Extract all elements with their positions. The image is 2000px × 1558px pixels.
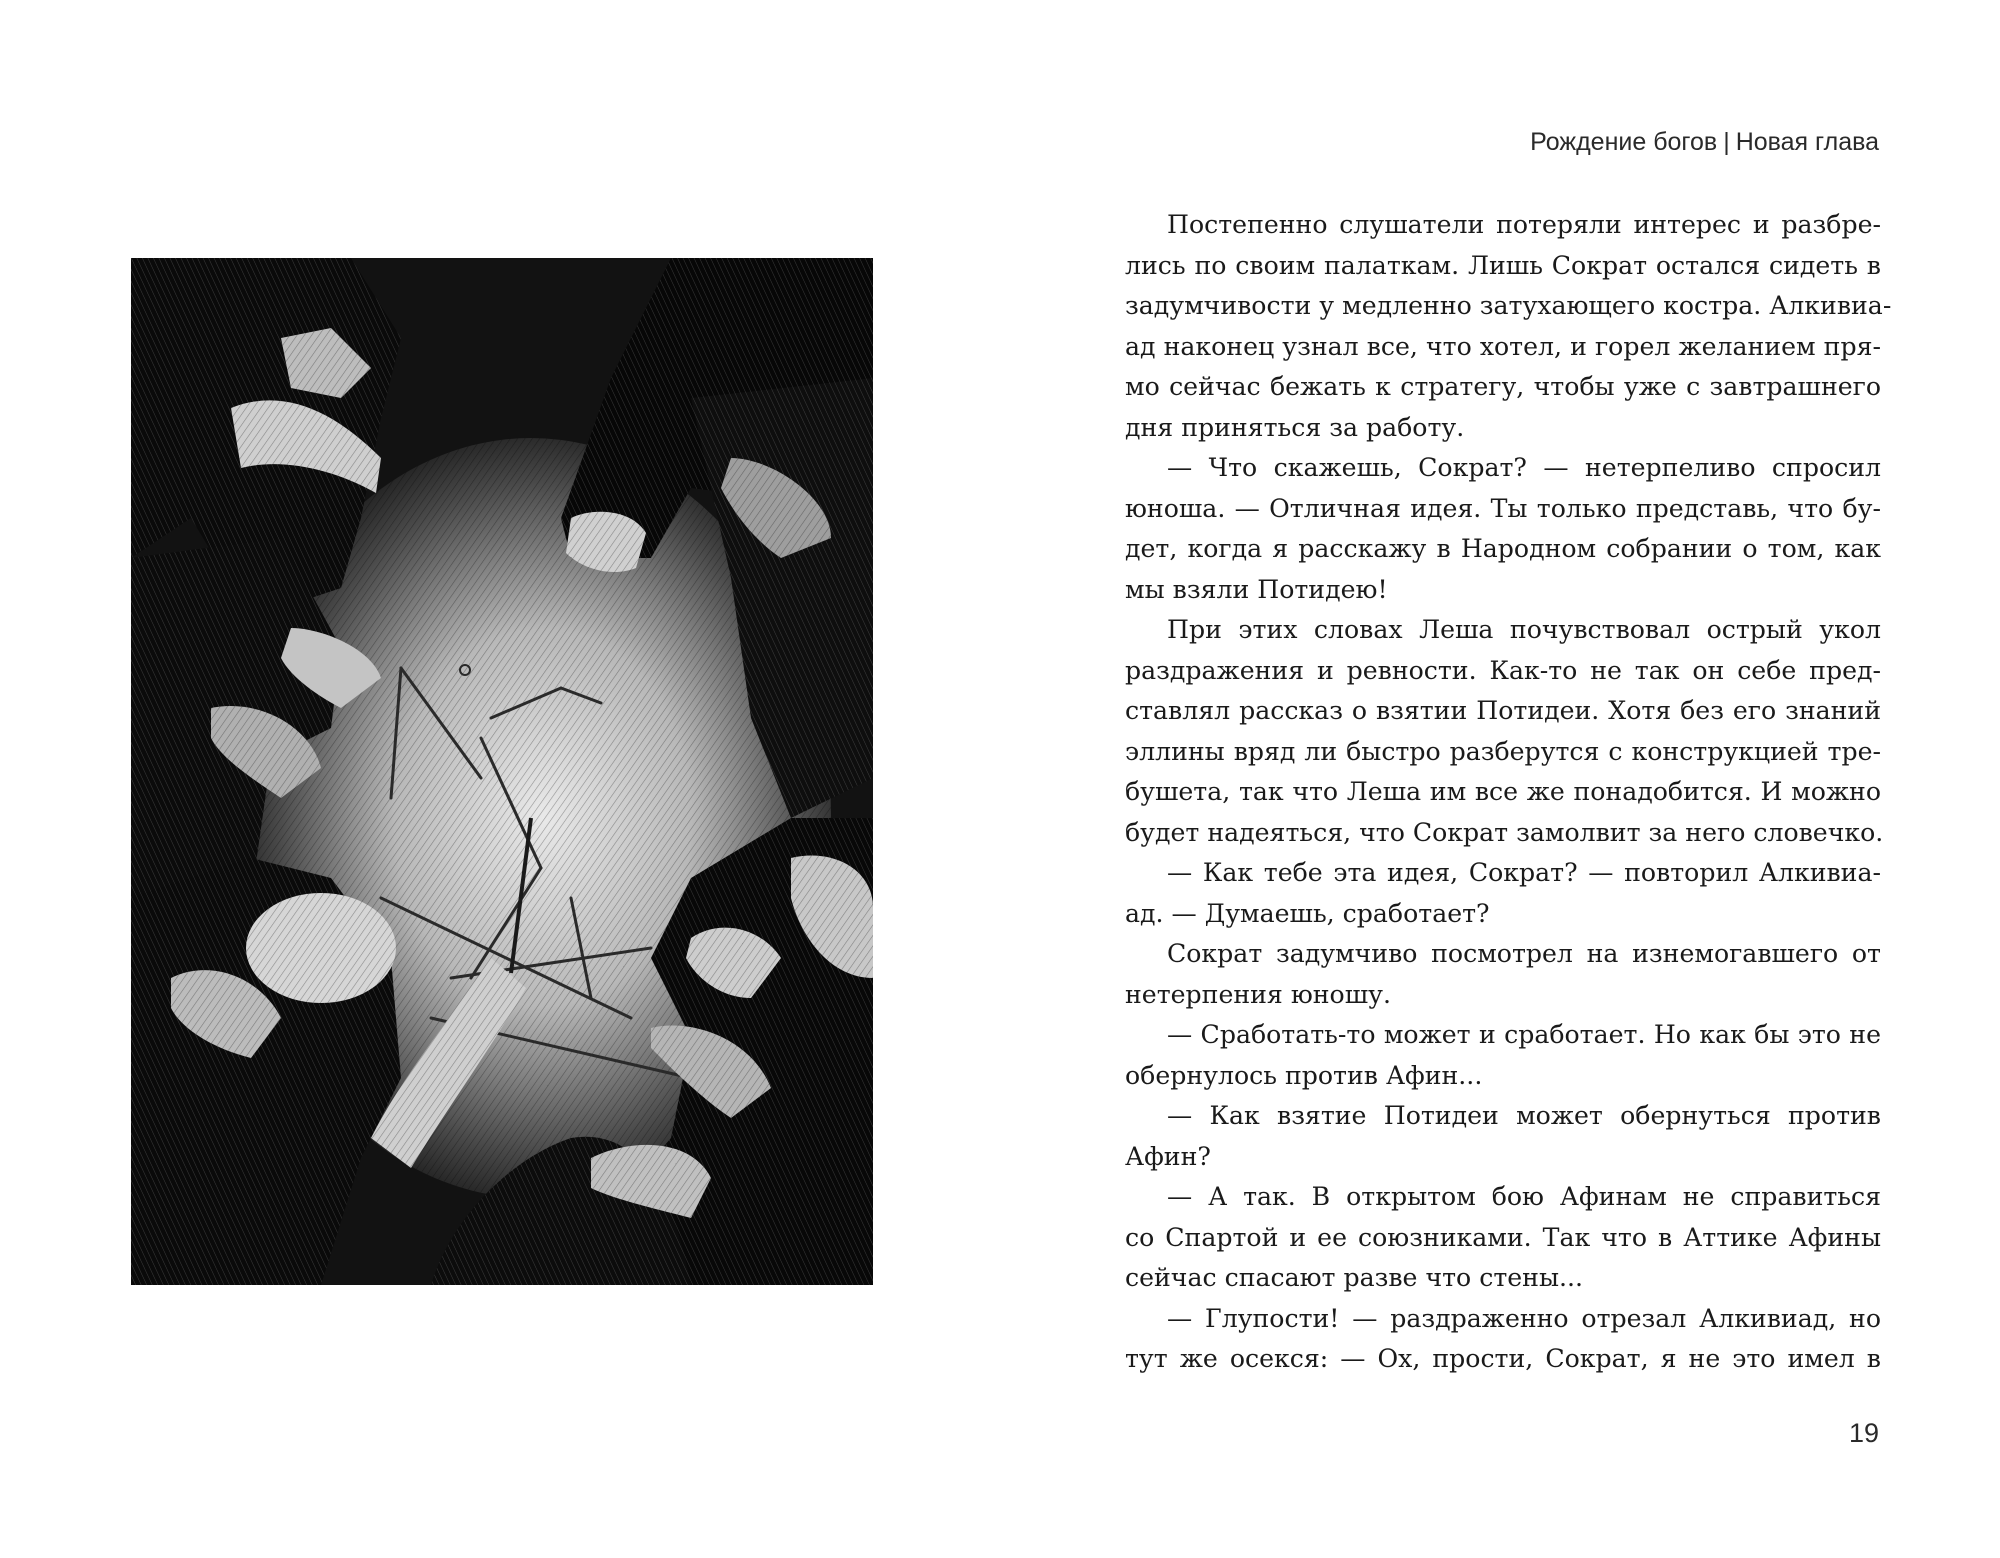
text-line: Постепенно слушатели потеряли интерес и разбре-	[1167, 210, 1881, 239]
text-line: будет надеяться, что Сократ замолвит за него словечко.	[1125, 817, 1884, 847]
text-line: Сократ задумчиво посмотрел на изнемогавшего от	[1167, 939, 1881, 968]
text-line: раздражения и ревности. Как-то не так он себе пред-	[1125, 655, 1881, 685]
text-line: лись по своим палаткам. Лишь Сократ остался сидеть в	[1125, 250, 1881, 280]
page-number: 19	[1848, 1418, 1879, 1448]
text-line: — Сработать-то может и сработает. Но как бы это не	[1167, 1020, 1881, 1049]
text-line: нетерпения юношу.	[1125, 979, 1391, 1009]
text-line: сейчас спасают разве что стены...	[1125, 1263, 1584, 1292]
engraving-illustration	[131, 258, 873, 1285]
text-line: ставлял рассказ о взятии Потидеи. Хотя без его знаний	[1125, 696, 1881, 725]
text-line: При этих словах Леша почувствовал острый укол	[1167, 615, 1881, 644]
text-line: эллины вряд ли быстро разберутся с конструкцией тре-	[1125, 736, 1881, 766]
text-line: ад наконец узнал все, что хотел, и горел желанием пря-	[1125, 331, 1881, 361]
running-header	[1530, 128, 1879, 157]
text-line: дня приняться за работу.	[1125, 412, 1465, 442]
text-line: бушета, так что Леша им все же понадобится. И можно	[1125, 777, 1881, 806]
text-line: тут же осекся: — Ох, прости, Сократ, я не это имел в	[1125, 1344, 1881, 1373]
text-line: — Глупости! — раздраженно отрезал Алкивиад, но	[1167, 1303, 1881, 1333]
text-line: юноша. — Отличная идея. Ты только представь, что бу-	[1125, 493, 1881, 523]
book-title: Рождение богов	[1530, 128, 1718, 156]
text-line: ад. — Думаешь, сработает?	[1125, 898, 1490, 928]
text-line: задумчивости у медленно затухающего костра. Алкивиа-	[1125, 291, 1892, 320]
text-line: мо сейчас бежать к стратегу, чтобы уже с завтрашнего	[1125, 372, 1881, 401]
text-line: обернулось против Афин...	[1125, 1060, 1483, 1090]
text-line: со Спартой и ее союзниками. Так что в Аттике Афины	[1125, 1222, 1881, 1252]
body-text	[1125, 205, 1892, 1380]
text-line: — Что скажешь, Сократ? — нетерпеливо спросил	[1167, 453, 1881, 482]
chapter-title: Новая глава	[1735, 128, 1879, 156]
text-line: — Как тебе эта идея, Сократ? — повторил Алкивиа-	[1167, 858, 1881, 887]
text-line: Афин?	[1125, 1141, 1211, 1171]
text-line: дет, когда я расскажу в Народном собрании о том, как	[1125, 534, 1881, 563]
text-line: мы взяли Потидею!	[1125, 574, 1388, 604]
text-line: — А так. В открытом бою Афинам не справиться	[1167, 1182, 1881, 1211]
illustration-drawing	[131, 258, 873, 1285]
header-separator: |	[1723, 128, 1730, 156]
text-line: — Как взятие Потидеи может обернуться против	[1167, 1101, 1881, 1130]
